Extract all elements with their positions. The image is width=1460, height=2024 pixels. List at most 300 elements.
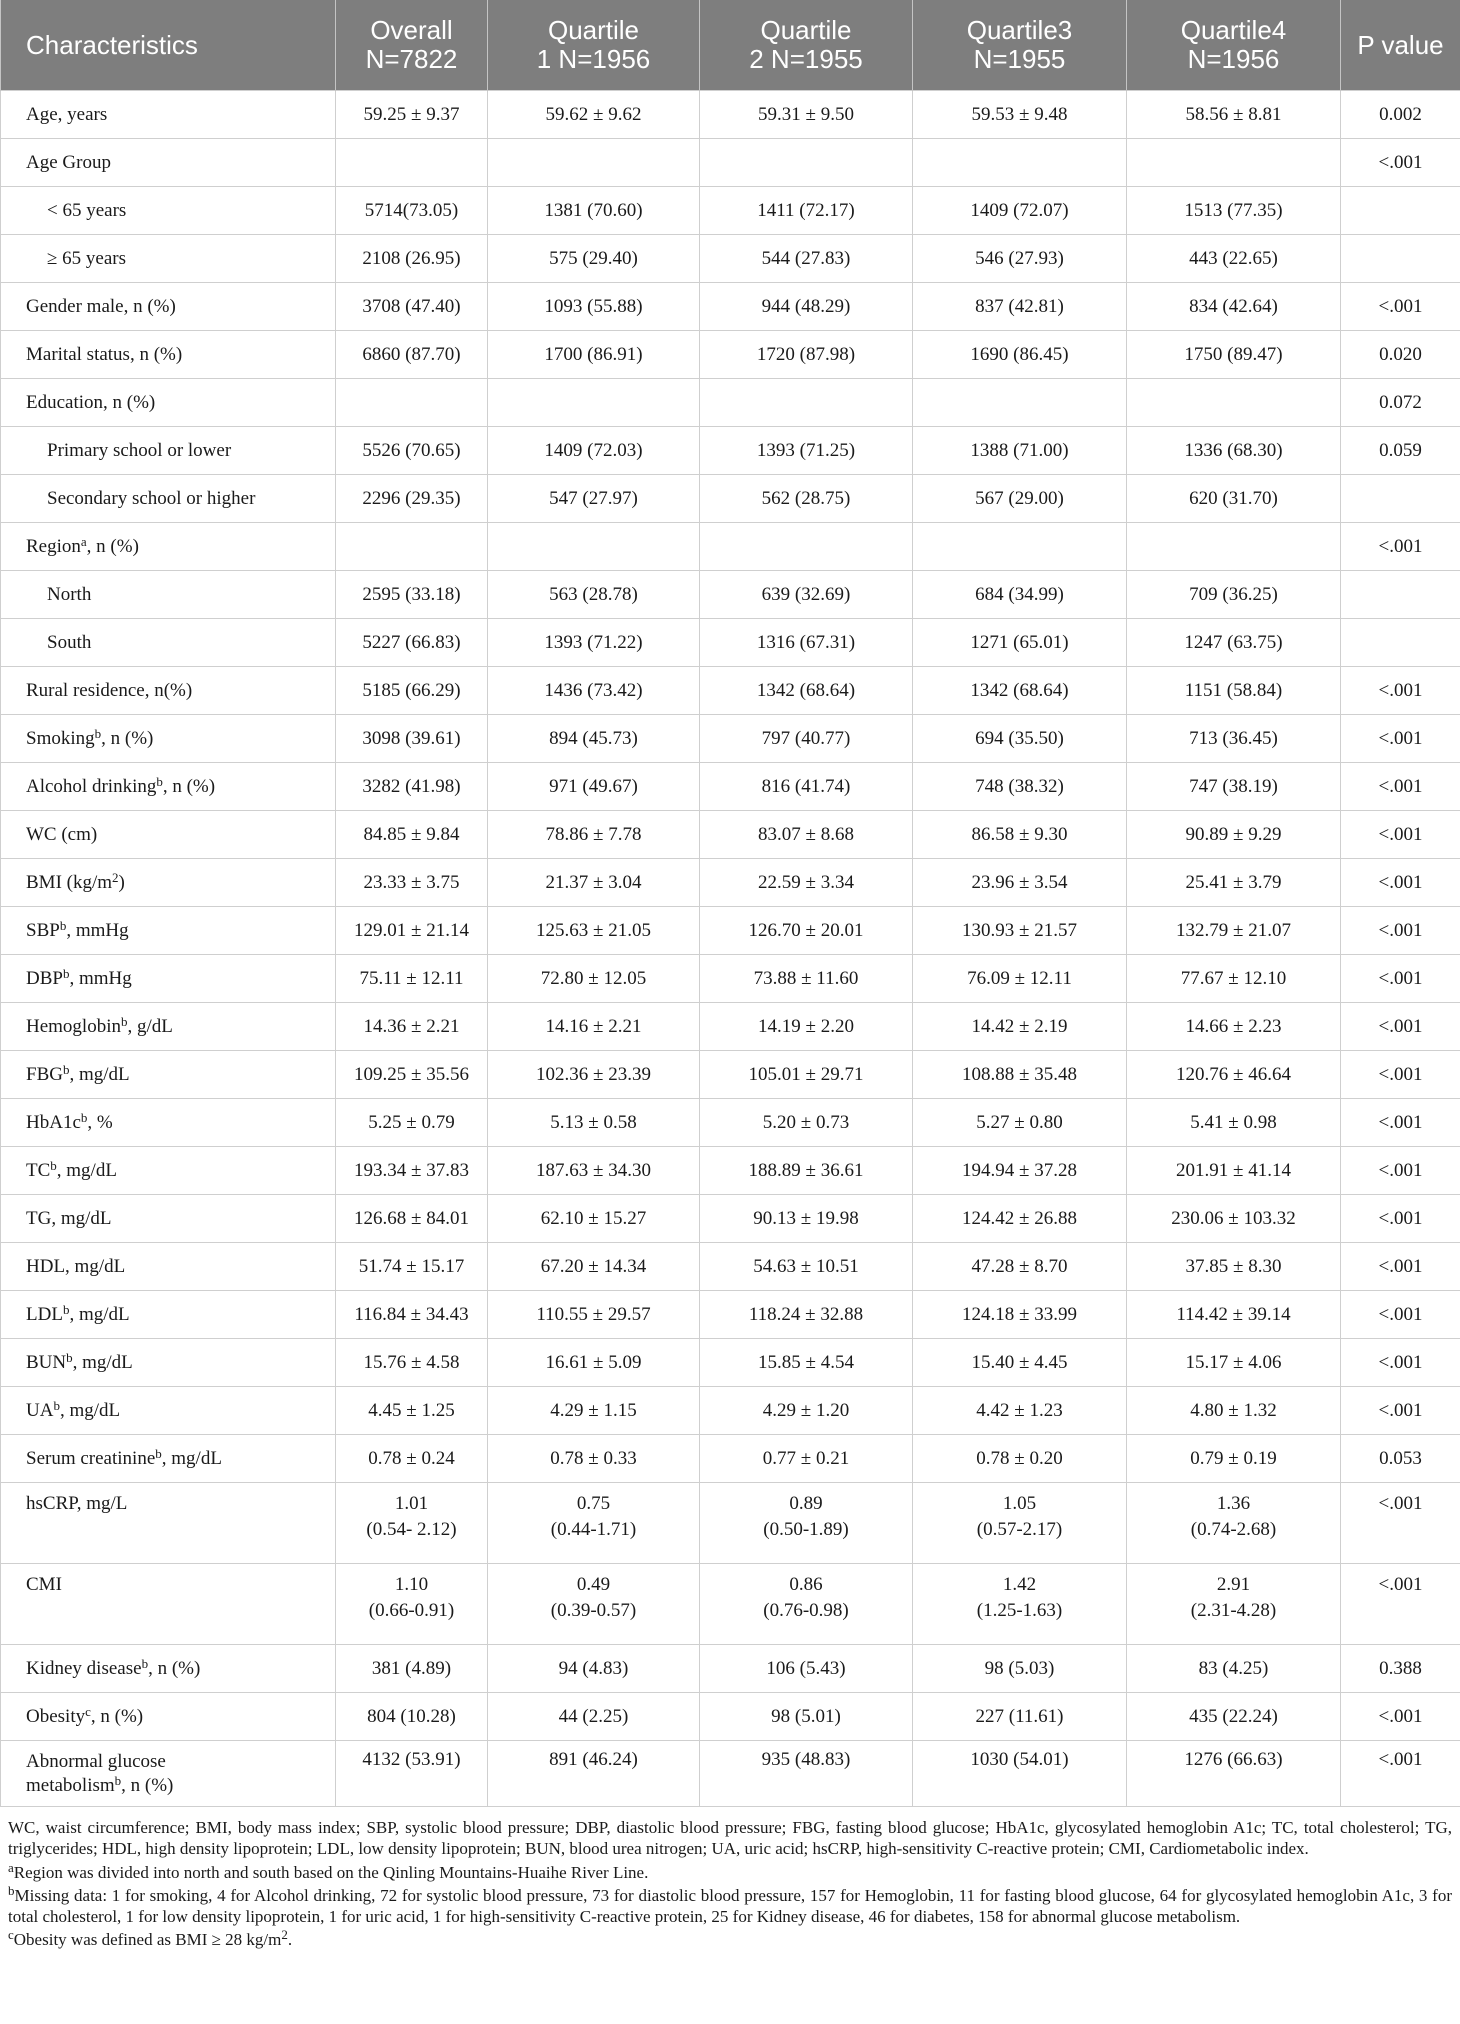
value-cell <box>913 139 1127 187</box>
p-value-cell: <.001 <box>1341 667 1460 715</box>
value-cell <box>1127 379 1341 427</box>
column-header-line1: Quartile <box>760 15 852 45</box>
value-iqr: (0.54- 2.12) <box>366 1519 457 1540</box>
value-cell <box>700 1564 913 1645</box>
column-header-line2: 1 N=1956 <box>536 44 651 74</box>
value-cell: 1411 (72.17) <box>700 187 913 235</box>
row-label-suffix: , mmHg <box>66 919 129 941</box>
value-cell: 0.78 ± 0.24 <box>336 1435 488 1483</box>
table-row <box>1 1051 1460 1099</box>
footnote-c-text: Obesity was defined as BMI ≥ 28 kg/m <box>13 1930 282 1949</box>
table-row <box>1 907 1460 955</box>
value-cell: 944 (48.29) <box>700 283 913 331</box>
value-cell: 105.01 ± 29.71 <box>700 1051 913 1099</box>
value-cell: 5.27 ± 0.80 <box>913 1099 1127 1147</box>
table-row <box>1 1291 1460 1339</box>
p-value-cell: <.001 <box>1341 763 1460 811</box>
value-cell <box>700 139 913 187</box>
table-row <box>1 715 1460 763</box>
value-cell: 126.68 ± 84.01 <box>336 1195 488 1243</box>
footnote-marker: b <box>50 1157 57 1173</box>
row-label-suffix: , n (%) <box>101 727 154 749</box>
table-row <box>1 667 1460 715</box>
table-row <box>1 1483 1460 1564</box>
value-cell: 4.45 ± 1.25 <box>336 1387 488 1435</box>
p-value-cell: <.001 <box>1341 907 1460 955</box>
row-label <box>1 1243 336 1291</box>
value-cell: 72.80 ± 12.05 <box>488 955 700 1003</box>
abbreviations-note: WC, waist circumference; BMI, body mass index; SBP, systolic blood pressure; DBP, diastolic blood pressure; FBG, fasting blood glucose; HbA1c, glycosylated hemoglobin A1c; TC, total cholesterol; TG, triglycerides; HDL, high density lipoprotein; LDL, low density lipoprotein; BUN, blood urea nitrogen; UA, uric acid; hsCRP, high-sensitivity C-reactive protein; CMI, Cardiometabolic index. <box>8 1818 1452 1858</box>
footnote-marker: c <box>85 1703 91 1719</box>
table-row <box>1 1435 1460 1483</box>
value-cell <box>336 523 488 571</box>
column-header-line1: Quartile4 <box>1180 15 1287 45</box>
column-header <box>1 0 336 91</box>
row-label <box>1 283 336 331</box>
table-footnotes <box>8 1817 1452 1952</box>
value-cell: 90.13 ± 19.98 <box>700 1195 913 1243</box>
row-label-suffix: , n (%) <box>86 535 139 557</box>
column-header-line1: P value <box>1357 29 1444 60</box>
value-iqr: (2.31-4.28) <box>1190 1600 1277 1621</box>
row-label-suffix: , g/dL <box>127 1015 173 1037</box>
value-cell: 1030 (54.01) <box>913 1741 1127 1807</box>
row-label <box>1 1291 336 1339</box>
value-iqr: (0.57-2.17) <box>976 1519 1063 1540</box>
footnote-marker: a <box>80 533 87 549</box>
value-cell: 187.63 ± 34.30 <box>488 1147 700 1195</box>
row-label-text: FBG <box>26 1063 63 1085</box>
value-cell: 109.25 ± 35.56 <box>336 1051 488 1099</box>
table-row <box>1 1741 1460 1807</box>
value-cell: 59.25 ± 9.37 <box>336 91 488 139</box>
footnote-b-text: Missing data: 1 for smoking, 4 for Alcohol drinking, 72 for systolic blood pressure, 73 for diastolic blood pressure, 157 for Hemoglobin, 11 for fasting blood glucose, 64 for glycosylated hemoglobin A1c, 3 for total cholesterol, 1 for low density lipoprotein, 1 for uric acid, 1 for high-sensitivity C-reactive protein, 25 for Kidney disease, 46 for diabetes, 158 for abnormal glucose metabolism. <box>8 1886 1452 1926</box>
table-row <box>1 571 1460 619</box>
row-label-suffix: ) <box>118 871 125 893</box>
row-label-text: HbA1c <box>26 1111 81 1133</box>
value-cell <box>700 379 913 427</box>
footnote-b-marker: b <box>8 1883 15 1898</box>
table-row <box>1 235 1460 283</box>
value-iqr: (0.76-0.98) <box>763 1600 849 1621</box>
row-label-suffix: , n (%) <box>162 775 216 797</box>
value-cell: 1513 (77.35) <box>1127 187 1341 235</box>
row-label <box>1 907 336 955</box>
p-value-cell <box>1341 619 1460 667</box>
value-cell: 2296 (29.35) <box>336 475 488 523</box>
value-cell: 935 (48.83) <box>700 1741 913 1807</box>
value-cell: 1409 (72.03) <box>488 427 700 475</box>
value-cell: 544 (27.83) <box>700 235 913 283</box>
p-value-cell: <.001 <box>1341 1099 1460 1147</box>
value-cell <box>336 379 488 427</box>
p-value-cell: 0.020 <box>1341 331 1460 379</box>
row-label-line1: Abnormal glucose <box>26 1750 166 1772</box>
value-cell: 14.36 ± 2.21 <box>336 1003 488 1051</box>
value-cell: 230.06 ± 103.32 <box>1127 1195 1341 1243</box>
value-cell: 5.13 ± 0.58 <box>488 1099 700 1147</box>
value-cell: 126.70 ± 20.01 <box>700 907 913 955</box>
value-cell: 83 (4.25) <box>1127 1645 1341 1693</box>
row-label <box>1 1051 336 1099</box>
row-label-text: < 65 years <box>47 199 127 221</box>
value-cell: 14.42 ± 2.19 <box>913 1003 1127 1051</box>
column-header-line2: N=7822 <box>365 44 458 74</box>
value-cell: 1700 (86.91) <box>488 331 700 379</box>
row-label-text: Rural residence, n(%) <box>26 679 193 701</box>
value-cell: 116.84 ± 34.43 <box>336 1291 488 1339</box>
value-median: 0.86 <box>789 1574 823 1595</box>
row-label-suffix: , n (%) <box>121 1774 174 1796</box>
value-cell: 14.66 ± 2.23 <box>1127 1003 1341 1051</box>
row-label <box>1 475 336 523</box>
value-cell: 16.61 ± 5.09 <box>488 1339 700 1387</box>
footnote-marker: b <box>53 1397 60 1413</box>
value-cell: 5714(73.05) <box>336 187 488 235</box>
value-cell: 90.89 ± 9.29 <box>1127 811 1341 859</box>
row-label-suffix: , mg/dL <box>56 1159 117 1181</box>
value-cell: 694 (35.50) <box>913 715 1127 763</box>
column-header-line1: Quartile3 <box>966 15 1073 45</box>
row-label-text: HDL, mg/dL <box>26 1255 126 1277</box>
row-label-suffix: , mg/dL <box>59 1399 121 1421</box>
p-value-cell: <.001 <box>1341 1741 1460 1807</box>
value-cell: 110.55 ± 29.57 <box>488 1291 700 1339</box>
p-value-cell: <.001 <box>1341 1564 1460 1645</box>
value-cell: 816 (41.74) <box>700 763 913 811</box>
p-value-cell: <.001 <box>1341 1387 1460 1435</box>
value-iqr: (0.39-0.57) <box>550 1600 637 1621</box>
row-label-text: Smoking <box>26 727 95 749</box>
value-cell: 108.88 ± 35.48 <box>913 1051 1127 1099</box>
header-row <box>1 0 1460 91</box>
row-label <box>1 667 336 715</box>
table-row <box>1 331 1460 379</box>
column-header <box>488 0 700 91</box>
row-label-text: Secondary school or higher <box>47 487 256 509</box>
p-value-cell: 0.072 <box>1341 379 1460 427</box>
p-value-cell: <.001 <box>1341 1243 1460 1291</box>
row-label: CMI <box>1 1564 336 1645</box>
p-value-cell: 0.053 <box>1341 1435 1460 1483</box>
row-label <box>1 811 336 859</box>
value-cell: 1271 (65.01) <box>913 619 1127 667</box>
row-label-text: Age, years <box>26 103 108 125</box>
row-label <box>1 427 336 475</box>
row-label <box>1 379 336 427</box>
value-cell: 4.42 ± 1.23 <box>913 1387 1127 1435</box>
table-row <box>1 619 1460 667</box>
row-label <box>1 91 336 139</box>
row-label-text: Gender male, n (%) <box>26 295 176 317</box>
value-cell: 25.41 ± 3.79 <box>1127 859 1341 907</box>
column-header <box>700 0 913 91</box>
p-value-cell: <.001 <box>1341 283 1460 331</box>
value-median: 2.91 <box>1216 1574 1251 1595</box>
row-label-text: Education, n (%) <box>26 391 156 413</box>
footnote-b <box>8 1885 1452 1927</box>
table-row <box>1 379 1460 427</box>
p-value-cell: <.001 <box>1341 1693 1460 1741</box>
p-value-cell: <.001 <box>1341 1291 1460 1339</box>
row-label <box>1 1645 336 1693</box>
row-label-text: Age Group <box>26 151 111 173</box>
footnote-marker: b <box>155 1445 162 1461</box>
table-row <box>1 427 1460 475</box>
value-median: 1.36 <box>1216 1493 1251 1514</box>
value-cell: 130.93 ± 21.57 <box>913 907 1127 955</box>
value-median: 1.01 <box>394 1493 429 1514</box>
p-value-cell: <.001 <box>1341 1339 1460 1387</box>
p-value-cell <box>1341 571 1460 619</box>
row-label-text: Marital status, n (%) <box>26 343 183 365</box>
value-cell: 83.07 ± 8.68 <box>700 811 913 859</box>
row-label <box>1 523 336 571</box>
p-value-cell: 0.002 <box>1341 91 1460 139</box>
p-value-cell <box>1341 475 1460 523</box>
footnote-c-superscript: 2 <box>281 1927 288 1942</box>
value-cell: 75.11 ± 12.11 <box>336 955 488 1003</box>
row-label-text: BMI (kg/m <box>26 871 113 893</box>
value-cell: 4132 (53.91) <box>336 1741 488 1807</box>
value-cell <box>700 1483 913 1564</box>
value-cell: 76.09 ± 12.11 <box>913 955 1127 1003</box>
row-label-text: LDL <box>26 1303 63 1325</box>
value-cell: 713 (36.45) <box>1127 715 1341 763</box>
row-label-text: TC <box>26 1159 51 1181</box>
value-cell <box>913 379 1127 427</box>
footnote-marker: b <box>66 1349 73 1365</box>
value-cell: 575 (29.40) <box>488 235 700 283</box>
table-row <box>1 1099 1460 1147</box>
value-cell: 15.40 ± 4.45 <box>913 1339 1127 1387</box>
value-cell <box>336 1564 488 1645</box>
value-cell: 14.19 ± 2.20 <box>700 1003 913 1051</box>
row-label-text: SBP <box>26 919 60 941</box>
footnote-c <box>8 1929 1452 1950</box>
value-cell: 837 (42.81) <box>913 283 1127 331</box>
p-value-cell: <.001 <box>1341 1147 1460 1195</box>
row-label <box>1 1339 336 1387</box>
value-median: 1.42 <box>1002 1574 1037 1595</box>
value-cell: 59.62 ± 9.62 <box>488 91 700 139</box>
row-label <box>1 1435 336 1483</box>
value-cell: 4.29 ± 1.15 <box>488 1387 700 1435</box>
value-median: 0.89 <box>789 1493 823 1514</box>
value-cell: 125.63 ± 21.05 <box>488 907 700 955</box>
value-cell: 1750 (89.47) <box>1127 331 1341 379</box>
row-label <box>1 235 336 283</box>
value-cell: 567 (29.00) <box>913 475 1127 523</box>
value-cell: 1316 (67.31) <box>700 619 913 667</box>
value-cell: 1342 (68.64) <box>913 667 1127 715</box>
value-cell: 44 (2.25) <box>488 1693 700 1741</box>
row-label-text: ≥ 65 years <box>47 247 127 269</box>
value-cell: 47.28 ± 8.70 <box>913 1243 1127 1291</box>
footnote-marker: b <box>94 725 102 741</box>
value-iqr: (0.74-2.68) <box>1190 1519 1277 1540</box>
value-cell: 3282 (41.98) <box>336 763 488 811</box>
table-row <box>1 1645 1460 1693</box>
row-label-suffix: , n (%) <box>148 1657 201 1679</box>
value-cell <box>488 523 700 571</box>
table-row <box>1 1564 1460 1645</box>
value-cell: 227 (11.61) <box>913 1693 1127 1741</box>
value-cell: 78.86 ± 7.78 <box>488 811 700 859</box>
value-cell: 1720 (87.98) <box>700 331 913 379</box>
value-cell: 120.76 ± 46.64 <box>1127 1051 1341 1099</box>
value-cell: 102.36 ± 23.39 <box>488 1051 700 1099</box>
row-label <box>1 1387 336 1435</box>
table-row <box>1 187 1460 235</box>
footnote-a-marker: a <box>8 1860 14 1875</box>
p-value-cell: <.001 <box>1341 139 1460 187</box>
row-label-text: Primary school or lower <box>47 439 232 461</box>
value-median: 1.10 <box>394 1574 429 1595</box>
value-cell: 547 (27.97) <box>488 475 700 523</box>
value-cell: 2108 (26.95) <box>336 235 488 283</box>
value-cell: 124.18 ± 33.99 <box>913 1291 1127 1339</box>
column-header-line1: Characteristics <box>26 29 198 60</box>
row-label <box>1 1693 336 1741</box>
value-cell: 1336 (68.30) <box>1127 427 1341 475</box>
value-cell: 894 (45.73) <box>488 715 700 763</box>
value-cell: 1436 (73.42) <box>488 667 700 715</box>
value-cell: 0.78 ± 0.20 <box>913 1435 1127 1483</box>
column-header <box>1341 0 1460 91</box>
row-label-text: South <box>47 631 92 653</box>
value-cell: 1690 (86.45) <box>913 331 1127 379</box>
value-cell: 0.78 ± 0.33 <box>488 1435 700 1483</box>
row-label <box>1 1741 336 1807</box>
value-cell: 21.37 ± 3.04 <box>488 859 700 907</box>
row-label-suffix: , mg/dL <box>69 1063 130 1085</box>
p-value-cell <box>1341 187 1460 235</box>
value-cell: 193.34 ± 37.83 <box>336 1147 488 1195</box>
value-cell: 73.88 ± 11.60 <box>700 955 913 1003</box>
value-cell: 639 (32.69) <box>700 571 913 619</box>
value-cell: 747 (38.19) <box>1127 763 1341 811</box>
row-label <box>1 1147 336 1195</box>
p-value-cell: <.001 <box>1341 1483 1460 1564</box>
footnote-marker: b <box>114 1772 122 1788</box>
footnote-a-text: Region was divided into north and south based on the Qinling Mountains-Huaihe River Line. <box>13 1863 649 1882</box>
row-label <box>1 1099 336 1147</box>
value-cell: 114.42 ± 39.14 <box>1127 1291 1341 1339</box>
p-value-cell: <.001 <box>1341 1003 1460 1051</box>
row-label <box>1 331 336 379</box>
footnote-a <box>8 1862 1452 1883</box>
column-header-line2: 2 N=1955 <box>749 44 863 74</box>
value-cell: 381 (4.89) <box>336 1645 488 1693</box>
column-header <box>913 0 1127 91</box>
value-cell: 3708 (47.40) <box>336 283 488 331</box>
value-cell: 4.80 ± 1.32 <box>1127 1387 1341 1435</box>
row-label-text: Region <box>26 535 81 557</box>
footnote-marker: 2 <box>112 869 119 885</box>
value-cell: 5185 (66.29) <box>336 667 488 715</box>
value-cell <box>913 523 1127 571</box>
value-cell: 129.01 ± 21.14 <box>336 907 488 955</box>
row-label <box>1 715 336 763</box>
value-cell: 971 (49.67) <box>488 763 700 811</box>
value-cell: 94 (4.83) <box>488 1645 700 1693</box>
value-cell <box>488 1483 700 1564</box>
value-cell: 1342 (68.64) <box>700 667 913 715</box>
value-cell: 14.16 ± 2.21 <box>488 1003 700 1051</box>
value-cell: 86.58 ± 9.30 <box>913 811 1127 859</box>
table-row <box>1 1339 1460 1387</box>
value-median: 0.75 <box>576 1493 611 1514</box>
value-cell: 1276 (66.63) <box>1127 1741 1341 1807</box>
value-cell: 435 (22.24) <box>1127 1693 1341 1741</box>
row-label <box>1 187 336 235</box>
value-cell: 6860 (87.70) <box>336 331 488 379</box>
row-label-text: WC (cm) <box>26 823 98 845</box>
value-cell: 124.42 ± 26.88 <box>913 1195 1127 1243</box>
value-iqr: (0.66-0.91) <box>368 1600 455 1621</box>
footnote-marker: b <box>62 965 70 981</box>
p-value-cell: <.001 <box>1341 715 1460 763</box>
value-cell: 98 (5.01) <box>700 1693 913 1741</box>
p-value-cell <box>1341 235 1460 283</box>
value-cell: 546 (27.93) <box>913 235 1127 283</box>
table-row <box>1 1693 1460 1741</box>
value-cell: 15.85 ± 4.54 <box>700 1339 913 1387</box>
row-label <box>1 859 336 907</box>
value-cell <box>488 139 700 187</box>
footnote-marker: b <box>62 1061 70 1077</box>
table-row <box>1 859 1460 907</box>
value-cell: 1093 (55.88) <box>488 283 700 331</box>
footnote-c-end: . <box>287 1930 293 1949</box>
value-cell: 709 (36.25) <box>1127 571 1341 619</box>
value-cell <box>913 1483 1127 1564</box>
value-cell: 443 (22.65) <box>1127 235 1341 283</box>
value-cell: 1388 (71.00) <box>913 427 1127 475</box>
value-cell: 5.41 ± 0.98 <box>1127 1099 1341 1147</box>
table-row <box>1 955 1460 1003</box>
p-value-cell: <.001 <box>1341 1051 1460 1099</box>
value-cell: 84.85 ± 9.84 <box>336 811 488 859</box>
value-cell: 188.89 ± 36.61 <box>700 1147 913 1195</box>
value-cell: 891 (46.24) <box>488 1741 700 1807</box>
value-cell: 748 (38.32) <box>913 763 1127 811</box>
p-value-cell: <.001 <box>1341 523 1460 571</box>
value-cell: 1409 (72.07) <box>913 187 1127 235</box>
p-value-cell: <.001 <box>1341 1195 1460 1243</box>
row-label-text: Obesity <box>26 1705 86 1727</box>
column-header-line1: Overall <box>370 15 453 45</box>
row-label <box>1 139 336 187</box>
footnote-marker: b <box>141 1655 149 1671</box>
p-value-cell: <.001 <box>1341 811 1460 859</box>
value-median: 1.05 <box>1002 1493 1037 1514</box>
value-cell <box>913 1564 1127 1645</box>
row-label-text: Serum creatinine <box>26 1447 156 1469</box>
value-iqr: (1.25-1.63) <box>976 1600 1063 1621</box>
value-cell: 118.24 ± 32.88 <box>700 1291 913 1339</box>
row-label-suffix: , mg/dL <box>72 1351 133 1373</box>
value-cell: 15.76 ± 4.58 <box>336 1339 488 1387</box>
value-cell: 67.20 ± 14.34 <box>488 1243 700 1291</box>
table-header <box>1 0 1460 91</box>
value-cell <box>336 139 488 187</box>
value-cell: 22.59 ± 3.34 <box>700 859 913 907</box>
table-row <box>1 1003 1460 1051</box>
p-value-cell: 0.059 <box>1341 427 1460 475</box>
footnote-marker: b <box>80 1109 88 1125</box>
